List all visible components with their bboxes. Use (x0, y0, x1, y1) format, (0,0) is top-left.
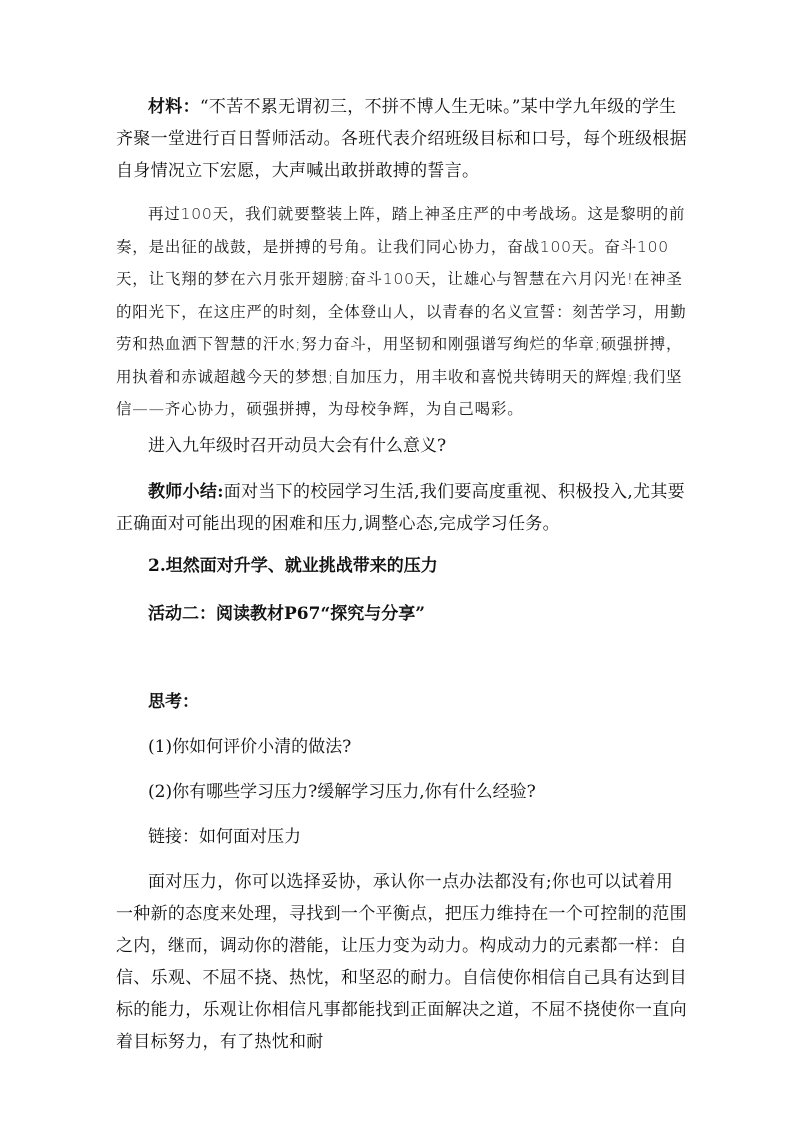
material-paragraph (116, 91, 688, 187)
think-label: 思考： (148, 692, 199, 712)
teacher-summary-paragraph (116, 476, 688, 540)
think-question-1: (1)你如何评价小清的做法? (148, 737, 352, 757)
teacher-summary-label: 教师小结: (148, 482, 224, 502)
think-question-2: (2)你有哪些学习压力?缓解学习压力,你有什么经验? (148, 782, 536, 802)
link-label: 链接：如何面对压力 (148, 827, 301, 847)
oath-paragraph: 再过100天，我们就要整装上阵，踏上神圣庄严的中考战场。这是黎明的前奏，是出征的战鼓，是拼搏的号角。让我们同心协力，奋战100天。奋斗100天，让飞翔的梦在六月张开翅膀;奋斗100天，让雄心与智慧在六月闪光!在神圣的阳光下，在这庄严的时刻，全体登山人，以青春的名义宣誓：刻苦学习，用勤劳和热血洒下智慧的汗水;努力奋斗，用坚韧和刚强谱写绚烂的华章;硕强拼搏，用执着和赤诚超越今天的梦想;自加压力，用丰收和喜悦共铸明天的辉煌;我们坚信——齐心协力，硕强拼搏，为母校争辉，为自己喝彩。 (116, 205, 687, 418)
material-text: “不苦不累无谓初三，不拼不博人生无味。”某中学九年级的学生齐聚一堂进行百日誓师活动。各班代表介绍班级目标和口号，每个班级根据自身情况立下宏愿，大声喊出敢拼敢搏的誓言。 (116, 97, 687, 181)
material-label: 材料： (148, 97, 200, 117)
teacher-summary-text: 面对当下的校园学习生活,我们要高度重视、积极投入,尤其要正确面对可能出现的困难和压力,调整心态,完成学习任务。 (116, 482, 685, 534)
question-paragraph: 进入九年级时召开动员大会有什么意义? (148, 436, 447, 456)
section2-heading: 2.坦然面对升学、就业挑战带来的压力 (148, 556, 438, 576)
activity2-heading: 活动二：阅读教材P67“探究与分享” (148, 604, 425, 624)
link-paragraph: 面对压力，你可以选择妥协，承认你一点办法都没有;你也可以试着用一种新的态度来处理，寻找到一个平衡点，把压力维持在一个可控制的范围之内，继而，调动你的潜能，让压力变为动力。构成动力的元素都一样：自信、乐观、不屈不挠、热忱，和坚忍的耐力。自信使你相信自己具有达到目标的能力，乐观让你相信凡事都能找到正面解决之道，不屈不挠使你一直向着目标努力，有了热忱和耐 (116, 872, 687, 1052)
